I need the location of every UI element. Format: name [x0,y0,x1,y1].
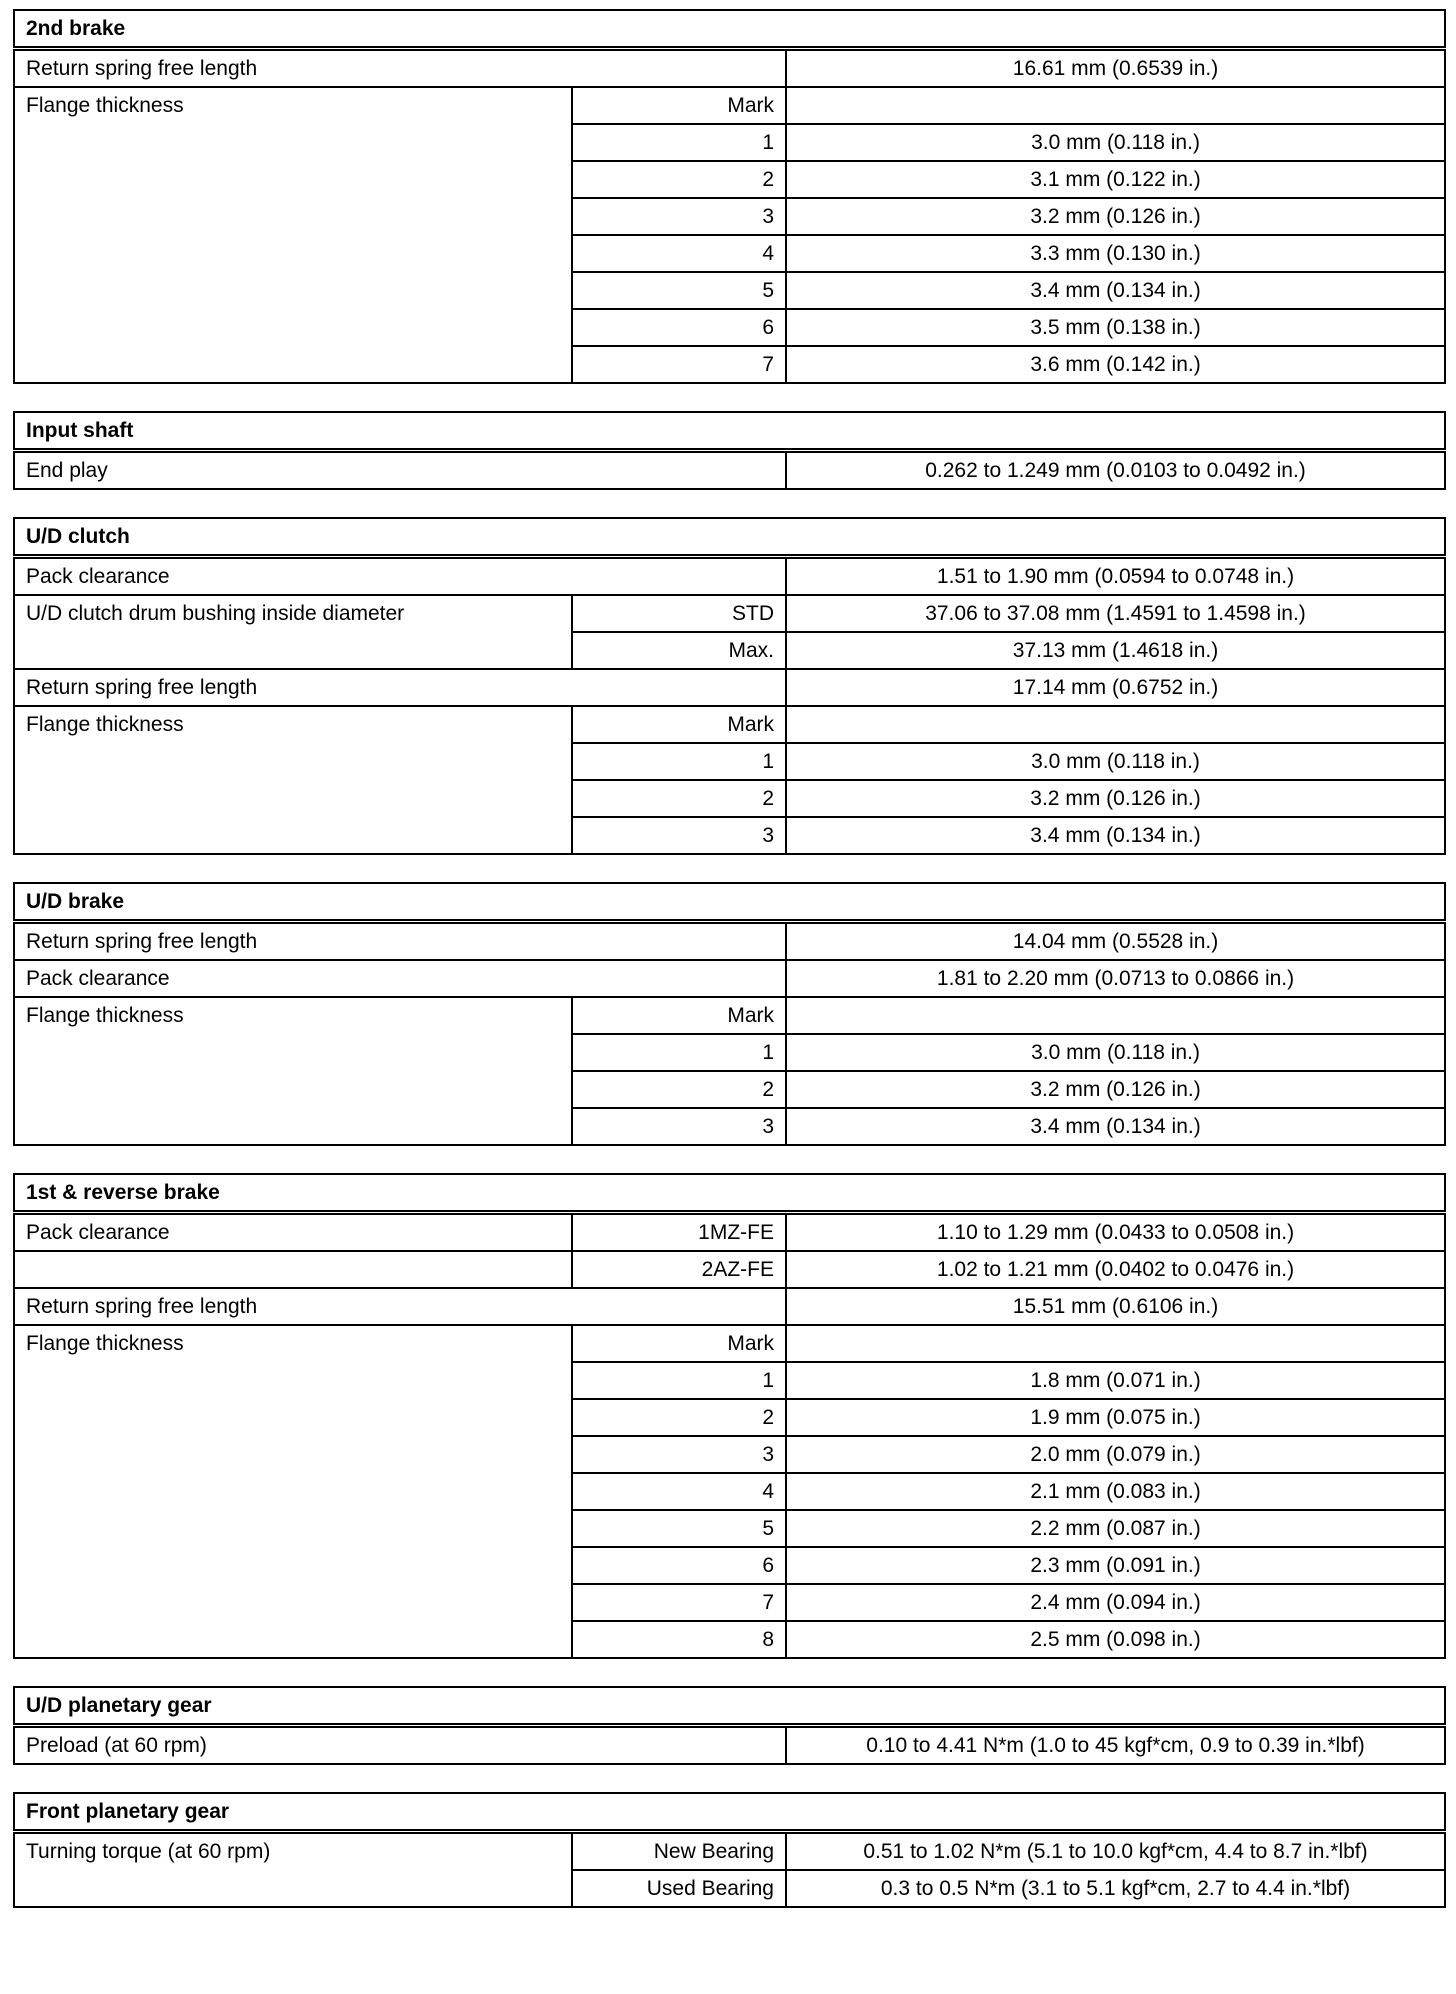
row-value: 15.51 mm (0.6106 in.) [786,1288,1445,1325]
row-value: 3.4 mm (0.134 in.) [786,272,1445,309]
row-label [14,1251,572,1288]
mark-cell: 6 [572,309,786,346]
table-row [14,1726,1445,1765]
mark-cell: 4 [572,235,786,272]
mark-cell: 3 [572,1108,786,1145]
section-title: 1st & reverse brake [14,1174,1445,1213]
section-title: Front planetary gear [14,1793,1445,1832]
row-label: U/D clutch drum bushing inside diameter [14,595,572,669]
row-label: Pack clearance [14,960,786,997]
row-value: 2.4 mm (0.094 in.) [786,1584,1445,1621]
mark-cell: 4 [572,1473,786,1510]
spec-document [13,9,1444,1908]
table-row [14,960,1445,997]
row-value: 2.3 mm (0.091 in.) [786,1547,1445,1584]
row-value: 0.10 to 4.41 N*m (1.0 to 45 kgf*cm, 0.9 to 0.39 in.*lbf) [786,1726,1445,1765]
mark-cell: 2 [572,161,786,198]
mark-cell: 8 [572,1621,786,1658]
table-row [14,451,1445,490]
table-row [14,669,1445,706]
table-row [14,49,1445,88]
row-value: 16.61 mm (0.6539 in.) [786,49,1445,88]
row-label: Flange thickness [14,87,572,383]
table-row [14,595,1445,632]
mark-cell: 1 [572,1034,786,1071]
row-label: Turning torque (at 60 rpm) [14,1832,572,1908]
table-1st-reverse-brake [13,1173,1446,1659]
mark-cell: 7 [572,1584,786,1621]
table-row [14,706,1445,743]
sub-label: Used Bearing [572,1870,786,1907]
mark-cell: 5 [572,272,786,309]
mark-cell: 1 [572,124,786,161]
mark-header: Mark [572,87,786,124]
table-2nd-brake [13,9,1446,384]
table-row [14,1288,1445,1325]
row-value: 37.13 mm (1.4618 in.) [786,632,1445,669]
section-title: U/D brake [14,883,1445,922]
sub-label: STD [572,595,786,632]
row-label: End play [14,451,786,490]
mark-header: Mark [572,1325,786,1362]
row-label: Return spring free length [14,922,786,961]
row-value: 3.1 mm (0.122 in.) [786,161,1445,198]
table-row [14,557,1445,596]
row-value: 3.0 mm (0.118 in.) [786,743,1445,780]
row-value: 37.06 to 37.08 mm (1.4591 to 1.4598 in.) [786,595,1445,632]
row-value: 2.0 mm (0.079 in.) [786,1436,1445,1473]
row-value: 14.04 mm (0.5528 in.) [786,922,1445,961]
table-ud-brake [13,882,1446,1146]
row-value: 3.0 mm (0.118 in.) [786,124,1445,161]
mark-cell: 2 [572,1071,786,1108]
mark-cell: 3 [572,1436,786,1473]
row-value [786,1325,1445,1362]
mark-cell: 7 [572,346,786,383]
row-value: 0.3 to 0.5 N*m (3.1 to 5.1 kgf*cm, 2.7 to 4.4 in.*lbf) [786,1870,1445,1907]
mark-cell: 1 [572,743,786,780]
row-value: 1.8 mm (0.071 in.) [786,1362,1445,1399]
row-value: 3.3 mm (0.130 in.) [786,235,1445,272]
mark-cell: 1 [572,1362,786,1399]
row-value: 3.5 mm (0.138 in.) [786,309,1445,346]
row-value [786,87,1445,124]
section-title: U/D planetary gear [14,1687,1445,1726]
mark-header: Mark [572,997,786,1034]
row-value: 3.0 mm (0.118 in.) [786,1034,1445,1071]
row-label: Preload (at 60 rpm) [14,1726,786,1765]
row-label: Return spring free length [14,669,786,706]
table-front-planetary-gear [13,1792,1446,1908]
row-value: 1.51 to 1.90 mm (0.0594 to 0.0748 in.) [786,557,1445,596]
table-row [14,1213,1445,1252]
row-value: 2.1 mm (0.083 in.) [786,1473,1445,1510]
row-value: 2.5 mm (0.098 in.) [786,1621,1445,1658]
row-value: 1.9 mm (0.075 in.) [786,1399,1445,1436]
row-label: Pack clearance [14,1213,572,1252]
row-value: 3.2 mm (0.126 in.) [786,780,1445,817]
row-label: Flange thickness [14,1325,572,1658]
row-value: 3.6 mm (0.142 in.) [786,346,1445,383]
row-label: Flange thickness [14,997,572,1145]
table-row [14,87,1445,124]
sub-label: Max. [572,632,786,669]
row-value: 3.4 mm (0.134 in.) [786,817,1445,854]
mark-cell: 2 [572,780,786,817]
mark-cell: 6 [572,1547,786,1584]
row-label: Return spring free length [14,1288,786,1325]
row-value: 1.81 to 2.20 mm (0.0713 to 0.0866 in.) [786,960,1445,997]
table-ud-planetary-gear [13,1686,1446,1765]
row-label: Flange thickness [14,706,572,854]
section-title: Input shaft [14,412,1445,451]
sub-label: New Bearing [572,1832,786,1871]
row-value: 3.2 mm (0.126 in.) [786,1071,1445,1108]
table-row [14,1251,1445,1288]
row-label: Pack clearance [14,557,786,596]
row-value: 1.02 to 1.21 mm (0.0402 to 0.0476 in.) [786,1251,1445,1288]
table-row [14,922,1445,961]
row-value: 0.262 to 1.249 mm (0.0103 to 0.0492 in.) [786,451,1445,490]
table-row [14,1325,1445,1362]
mark-cell: 3 [572,198,786,235]
table-input-shaft [13,411,1446,490]
section-title: U/D clutch [14,518,1445,557]
section-title: 2nd brake [14,10,1445,49]
sub-label: 2AZ-FE [572,1251,786,1288]
mark-cell: 3 [572,817,786,854]
row-value: 0.51 to 1.02 N*m (5.1 to 10.0 kgf*cm, 4.4 to 8.7 in.*lbf) [786,1832,1445,1871]
mark-cell: 2 [572,1399,786,1436]
mark-cell: 5 [572,1510,786,1547]
row-label: Return spring free length [14,49,786,88]
row-value: 3.4 mm (0.134 in.) [786,1108,1445,1145]
row-value: 2.2 mm (0.087 in.) [786,1510,1445,1547]
table-ud-clutch [13,517,1446,855]
row-value [786,706,1445,743]
row-value: 17.14 mm (0.6752 in.) [786,669,1445,706]
table-row [14,997,1445,1034]
row-value [786,997,1445,1034]
row-value: 3.2 mm (0.126 in.) [786,198,1445,235]
row-value: 1.10 to 1.29 mm (0.0433 to 0.0508 in.) [786,1213,1445,1252]
sub-label: 1MZ-FE [572,1213,786,1252]
mark-header: Mark [572,706,786,743]
table-row [14,1832,1445,1871]
